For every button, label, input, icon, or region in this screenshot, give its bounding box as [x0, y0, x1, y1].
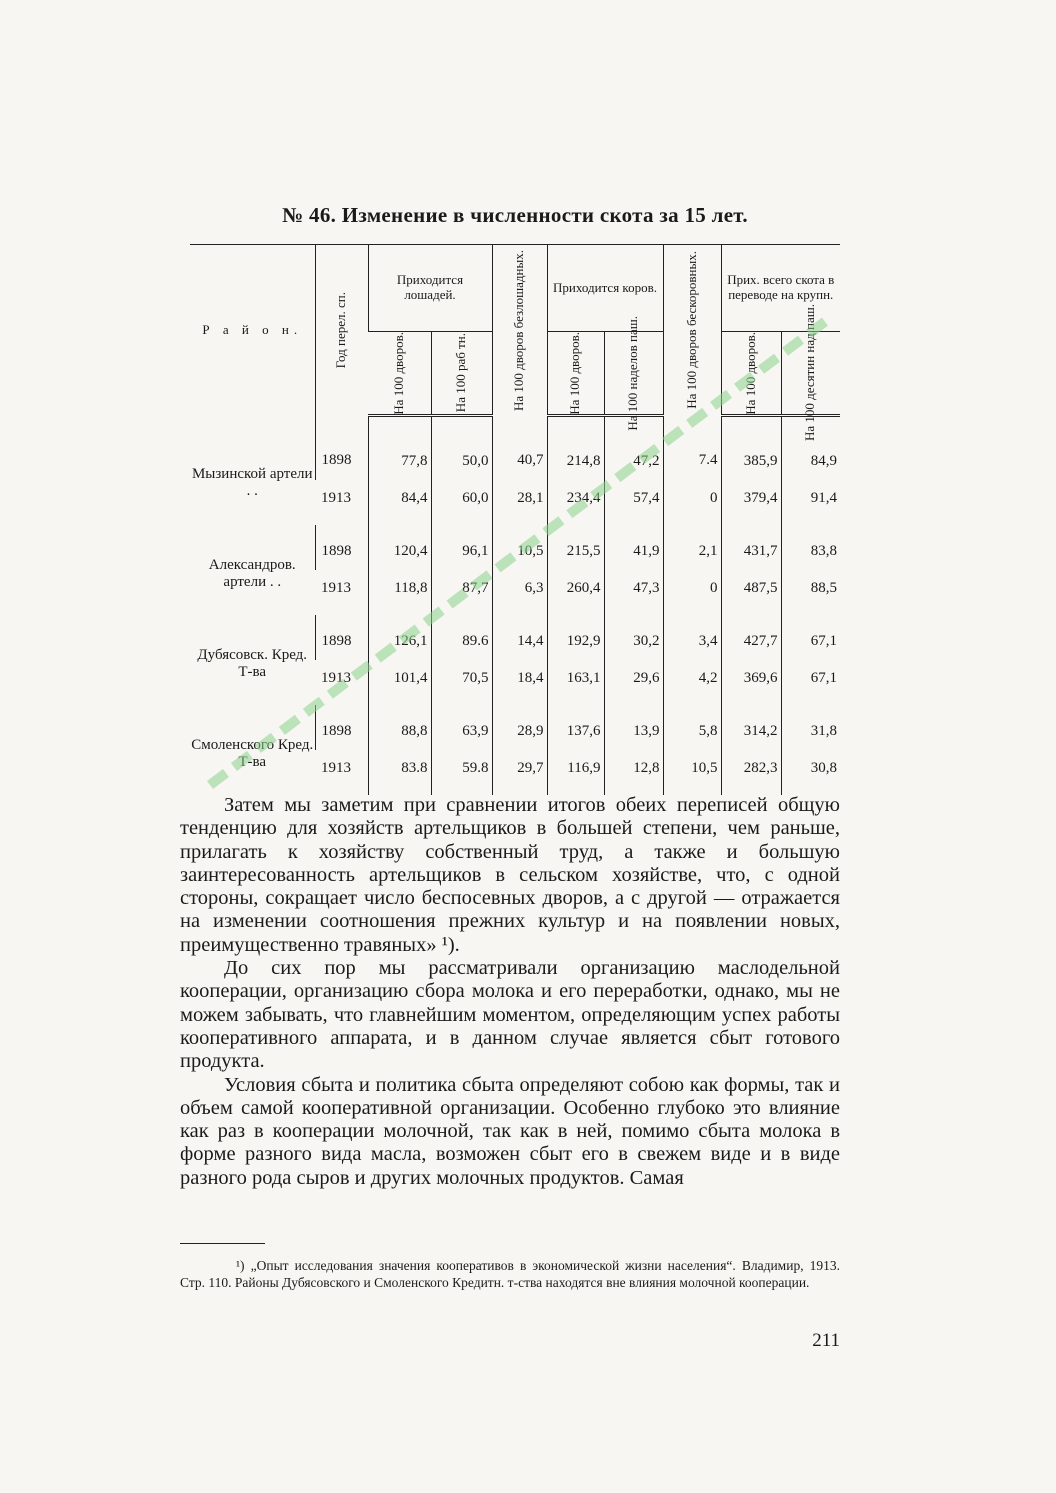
- value-cell: 67,1: [781, 660, 840, 705]
- value-cell: 29,6: [604, 660, 663, 705]
- value-cell: 28,9: [492, 705, 547, 750]
- value-cell: 431,7: [721, 525, 781, 570]
- header-horses-group: Приходится лошадей.: [368, 245, 492, 332]
- value-cell: 369,6: [721, 660, 781, 705]
- header-horseless: На 100 дворов безлошадных.: [492, 245, 547, 416]
- table-row: [190, 416, 840, 481]
- region-cell: Дубясовск. Кред. Т-ва: [197, 646, 308, 680]
- value-cell: 6,3: [492, 570, 547, 615]
- value-cell: 67,1: [781, 615, 840, 660]
- value-cell: 40,7: [492, 416, 547, 481]
- value-cell: 101,4: [368, 660, 431, 705]
- value-cell: 47,3: [604, 570, 663, 615]
- value-cell: 96,1: [431, 525, 492, 570]
- value-cell: 91,4: [781, 480, 840, 525]
- year-cell: 1913: [321, 670, 351, 686]
- footnote-rule: [180, 1243, 265, 1244]
- value-cell: 88,5: [781, 570, 840, 615]
- value-cell: 83,8: [781, 525, 840, 570]
- value-cell: 70,5: [431, 660, 492, 705]
- value-cell: 84,9: [781, 416, 840, 481]
- value-cell: 57,4: [604, 480, 663, 525]
- header-horses-households: На 100 дворов.: [368, 332, 431, 416]
- value-cell: 3,4: [663, 615, 721, 660]
- year-cell: 1913: [321, 580, 351, 596]
- paragraph: Условия сбыта и политика сбыта определяют собою как формы, так и объем самой кооперативной организации. Особенно глубоко это влияние как раз в кооперации молочной, так как в ней, помимо сбыта молока в форме разного вида масла, возможен сбыт его в свежем виде и в виде разного рода сыров и других молочных продуктов. Самая: [180, 1073, 840, 1189]
- livestock-table: [190, 244, 840, 795]
- header-cows-households: На 100 дворов.: [547, 332, 604, 416]
- footnote-text: ¹) „Опыт исследования значения кооперативов в экономической жизни населения“. Владимир, 1913. Стр. 110. Районы Дубясовского и Смоленского Кредитн. т-ства находятся вне влияния молочной кооперации.: [180, 1258, 840, 1290]
- body-text: [180, 794, 840, 1190]
- value-cell: 60,0: [431, 480, 492, 525]
- value-cell: 5,8: [663, 705, 721, 750]
- year-cell: 1898: [315, 416, 368, 481]
- value-cell: 14,4: [492, 615, 547, 660]
- header-livestock-group: Прих. всего скота в переводе на крупн.: [721, 245, 840, 332]
- header-cows-group: Приходится коров.: [547, 245, 663, 332]
- value-cell: 385,9: [721, 416, 781, 481]
- value-cell: 41,9: [604, 525, 663, 570]
- value-cell: 63,9: [431, 705, 492, 750]
- value-cell: 137,6: [547, 705, 604, 750]
- value-cell: 30,8: [781, 750, 840, 795]
- value-cell: 77,8: [368, 416, 431, 481]
- value-cell: 118,8: [368, 570, 431, 615]
- value-cell: 379,4: [721, 480, 781, 525]
- year-cell: 1913: [321, 760, 351, 776]
- value-cell: 10,5: [663, 750, 721, 795]
- region-cell: Мызинской артели . .: [191, 466, 313, 500]
- value-cell: 12,8: [604, 750, 663, 795]
- value-cell: 192,9: [547, 615, 604, 660]
- value-cell: 28,1: [492, 480, 547, 525]
- value-cell: 18,4: [492, 660, 547, 705]
- header-cows-allotments: На 100 наделов паш.: [604, 332, 663, 416]
- value-cell: 215,5: [547, 525, 604, 570]
- value-cell: 4,2: [663, 660, 721, 705]
- region-cell: Александров. артели . .: [208, 556, 296, 590]
- value-cell: 7.4: [663, 416, 721, 481]
- year-cell: 1898: [315, 615, 368, 660]
- year-cell: 1898: [315, 525, 368, 570]
- value-cell: 30,2: [604, 615, 663, 660]
- value-cell: 0: [663, 570, 721, 615]
- value-cell: 282,3: [721, 750, 781, 795]
- table-row: [190, 615, 840, 660]
- value-cell: 427,7: [721, 615, 781, 660]
- header-horses-workers: На 100 раб тн.: [431, 332, 492, 416]
- header-cowless: На 100 дворов бескоровных.: [663, 245, 721, 416]
- value-cell: 487,5: [721, 570, 781, 615]
- value-cell: 163,1: [547, 660, 604, 705]
- region-cell: Смоленского Кред. Т-ва: [191, 736, 314, 770]
- value-cell: 116,9: [547, 750, 604, 795]
- value-cell: 13,9: [604, 705, 663, 750]
- value-cell: 88,8: [368, 705, 431, 750]
- value-cell: 84,4: [368, 480, 431, 525]
- table-title: № 46. Изменение в численности скота за 15 лет.: [282, 203, 748, 227]
- value-cell: 83.8: [368, 750, 431, 795]
- value-cell: 314,2: [721, 705, 781, 750]
- value-cell: 120,4: [368, 525, 431, 570]
- value-cell: 50,0: [431, 416, 492, 481]
- paragraph: Затем мы заметим при сравнении итогов обеих переписей общую тенденцию для хозяйств артельщиков в большей степени, чем раньше, прилагать к хозяйству собственный труд, а также и большую заинтересованность артельщиков в сельском хозяйстве, что, с одной стороны, сокращает число беспосевных дворов, а с другой — отражается на изменении соотношения прежних культур и на появлении новых, преимущественно травяных» ¹).: [180, 794, 840, 956]
- header-region: Р а й о н.: [190, 245, 315, 416]
- header-livestock-households: На 100 дворов.: [721, 332, 781, 416]
- page-number: 211: [812, 1330, 840, 1351]
- value-cell: 260,4: [547, 570, 604, 615]
- value-cell: 87,7: [431, 570, 492, 615]
- value-cell: 59.8: [431, 750, 492, 795]
- value-cell: 2,1: [663, 525, 721, 570]
- value-cell: 234,4: [547, 480, 604, 525]
- footnote: [180, 1257, 840, 1291]
- value-cell: 0: [663, 480, 721, 525]
- value-cell: 47,2: [604, 416, 663, 481]
- year-cell: 1898: [315, 705, 368, 750]
- value-cell: 10,5: [492, 525, 547, 570]
- year-cell: 1913: [321, 490, 351, 506]
- value-cell: 214,8: [547, 416, 604, 481]
- value-cell: 31,8: [781, 705, 840, 750]
- paragraph: До сих пор мы рассматривали организацию маслодельной кооперации, организацию сбора молока и его переработки, однако, мы не можем забывать, что главнейшим моментом, определяющим успех работы кооперативного аппарата, и в данном случае является сбыт готового продукта.: [180, 957, 840, 1073]
- value-cell: 126,1: [368, 615, 431, 660]
- value-cell: 89.6: [431, 615, 492, 660]
- value-cell: 29,7: [492, 750, 547, 795]
- header-year: Год перел. сп.: [315, 245, 368, 416]
- header-livestock-desyatinas: На 100 десятин над.паш.: [781, 332, 840, 416]
